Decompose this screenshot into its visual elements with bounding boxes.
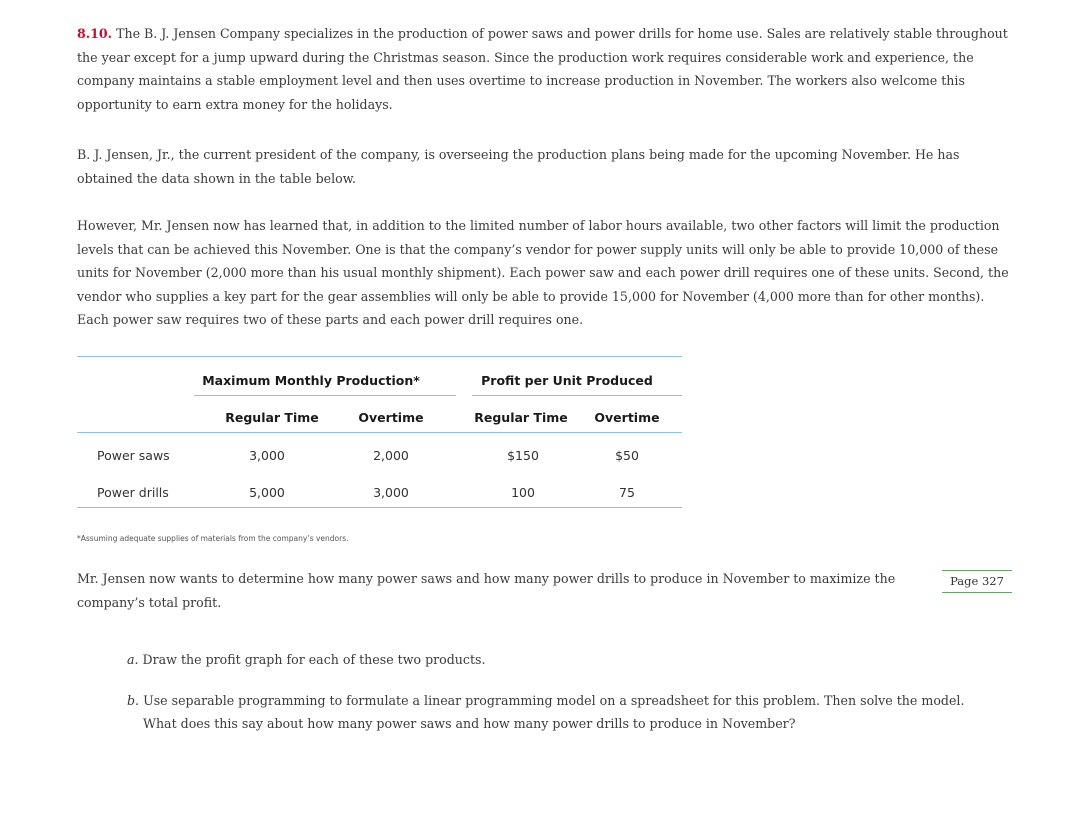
problem-intro-text: The B. J. Jensen Company specializes in the production of power saws and power drills for home use. Sales are relatively stable throughout the year except for a jump upward during the Christmas season. Since the production work requires considerable work and experience, the company maintains a stable employment level and then uses overtime to increase production in November. The workers also welcome this opportunity to earn extra money for the holidays.	[77, 26, 1008, 112]
paragraph-president: B. J. Jensen, Jr., the current president of the company, is overseeing the production plans being made for the upcoming November. He has obtained the data shown in the table below.	[77, 147, 960, 186]
question-b-line1: Use separable programming to formulate a linear programming model on a spreadsheet for this problem. Then solve the model.	[143, 693, 965, 708]
subheader-production-overtime: Overtime	[358, 410, 424, 425]
question-b	[127, 689, 1007, 735]
row-label-power-saws: Power saws	[97, 448, 170, 463]
group-rule-profit	[472, 395, 682, 396]
problem-intro	[77, 22, 1012, 116]
header-bottom-rule	[77, 432, 682, 433]
question-b-line2: What does this say about how many power saws and how many power drills to produce in November?	[143, 716, 796, 731]
table-cell: 2,000	[373, 448, 409, 463]
group-header-max-production: Maximum Monthly Production*	[202, 373, 420, 388]
table-cell: $150	[507, 448, 539, 463]
subheader-profit-overtime: Overtime	[594, 410, 660, 425]
group-header-profit-per-unit: Profit per Unit Produced	[481, 373, 653, 388]
table-cell: 3,000	[373, 485, 409, 500]
table-cell: 3,000	[249, 448, 285, 463]
subheader-profit-regular: Regular Time	[474, 410, 568, 425]
table-cell: 75	[619, 485, 635, 500]
problem-number: 8.10.	[77, 26, 113, 41]
question-a-text: Draw the profit graph for each of these two products.	[142, 652, 486, 667]
table-cell: 100	[511, 485, 535, 500]
question-b-letter: b.	[127, 693, 140, 708]
table-footnote: *Assuming adequate supplies of materials from the company’s vendors.	[77, 534, 349, 543]
subheader-production-regular: Regular Time	[225, 410, 319, 425]
table-cell: 5,000	[249, 485, 285, 500]
question-a-letter: a.	[127, 652, 139, 667]
group-rule-production	[194, 395, 456, 396]
question-a	[127, 648, 1007, 671]
table-cell: $50	[615, 448, 639, 463]
row-label-power-drills: Power drills	[97, 485, 169, 500]
paragraph-objective: Mr. Jensen now wants to determine how many power saws and how many power drills to produce in November to maximize the company’s total profit.	[77, 571, 896, 610]
production-data-table	[77, 354, 682, 510]
table-bottom-rule	[77, 507, 682, 508]
table-top-rule	[77, 356, 682, 357]
page-number-marker: Page 327	[942, 570, 1012, 593]
paragraph-constraints: However, Mr. Jensen now has learned that, in addition to the limited number of labor hours available, two other factors will limit the production levels that can be achieved this November. One is that the company’s vendor for power supply units will only be able to provide 10,000 of these units for November (2,000 more than his usual monthly shipment). Each power saw and each power drill requires one of these units. Second, the vendor who supplies a key part for the gear assemblies will only be able to provide 15,000 for November (4,000 more than for other months). Each power saw requires two of these parts and each power drill requires one.	[77, 218, 1009, 327]
